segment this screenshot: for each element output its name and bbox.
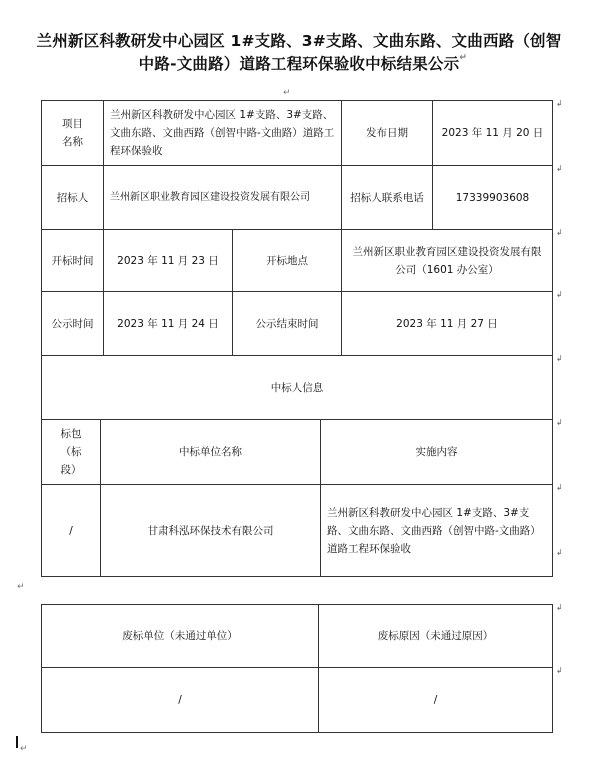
winner-name-label: 中标单位名称 — [179, 446, 242, 458]
contact-phone-value: 17339903608 — [455, 191, 530, 204]
bid-open-time-value: 2023 年 11 月 23 日 — [117, 254, 219, 267]
notice-time-label: 公示时间 — [51, 317, 94, 330]
tenderer-value: 兰州新区职业教育园区建设投资发展有限公司 — [110, 191, 310, 203]
notice-end-value: 2023 年 11 月 27 日 — [396, 317, 498, 330]
failed-reason-label: 废标原因（未通过原因） — [377, 630, 494, 642]
title-line-2: 中路-文曲路）道路工程环保验收中标结果公示 — [138, 55, 460, 73]
row-end-mark-icon: ↲ — [556, 228, 563, 237]
notice-end-label: 公示结束时间 — [255, 317, 319, 330]
failed-unit-value: / — [178, 694, 182, 706]
failed-unit-label: 废标单位（未通过单位） — [122, 630, 238, 642]
row-end-mark-icon: ↲ — [556, 483, 563, 492]
lot-label: 标包（标段） — [60, 428, 82, 476]
text-cursor — [16, 736, 18, 748]
document-title — [14, 30, 584, 76]
bid-open-place-label: 开标地点 — [266, 254, 308, 267]
row-end-mark-icon: ↲ — [556, 164, 563, 173]
table-border — [552, 100, 553, 577]
failed-reason-value: / — [433, 694, 438, 706]
row-end-mark-icon: ↲ — [556, 666, 563, 675]
title-line-1: 兰州新区科教研发中心园区 1#支路、3#支路、文曲东路、文曲西路（创智 — [36, 32, 562, 50]
notice-time-value: 2023 年 11 月 24 日 — [117, 317, 219, 330]
row-end-mark-icon: ↲ — [556, 99, 563, 108]
paragraph-mark-icon: ↵ — [17, 582, 25, 592]
row-end-mark-icon: ↲ — [556, 603, 563, 612]
paragraph-mark-icon: ↵ — [283, 88, 291, 98]
row-end-mark-icon: ↲ — [556, 548, 563, 557]
table-border — [552, 604, 553, 733]
winner-name-value: 甘肃科泓环保技术有限公司 — [147, 524, 274, 537]
row-end-mark-icon: ↲ — [556, 354, 563, 363]
row-end-mark-icon: ↲ — [556, 290, 563, 299]
winner-info-heading: 中标人信息 — [270, 381, 324, 394]
publish-date-value: 2023 年 11 月 20 日 — [441, 127, 544, 139]
tenderer-label: 招标人 — [56, 191, 89, 204]
paragraph-mark-icon: ↵ — [459, 53, 468, 63]
project-name-label: 项目名称 — [62, 118, 83, 148]
row-end-mark-icon: ↲ — [556, 418, 563, 427]
table-border — [41, 732, 553, 733]
bid-open-time-label: 开标时间 — [51, 254, 94, 267]
contact-phone-label: 招标人联系电话 — [350, 191, 424, 204]
publish-date-label: 发布日期 — [366, 127, 408, 139]
table-border — [41, 576, 553, 577]
bid-open-place-value: 兰州新区职业教育园区建设投资发展有限公司（1601 办公室） — [352, 245, 542, 276]
content-value: 兰州新区科教研发中心园区 1#支路、3#支路、文曲东路、文曲西路（创智中路-文曲路）道路工程环保验收 — [327, 506, 541, 555]
project-name-value: 兰州新区科教研发中心园区 1#支路、3#支路、文曲东路、文曲西路（创智中路-文曲路）道路工程环保验收 — [110, 109, 335, 157]
lot-value: / — [69, 524, 73, 537]
content-label: 实施内容 — [415, 446, 458, 458]
paragraph-mark-icon: ↵ — [20, 744, 28, 754]
